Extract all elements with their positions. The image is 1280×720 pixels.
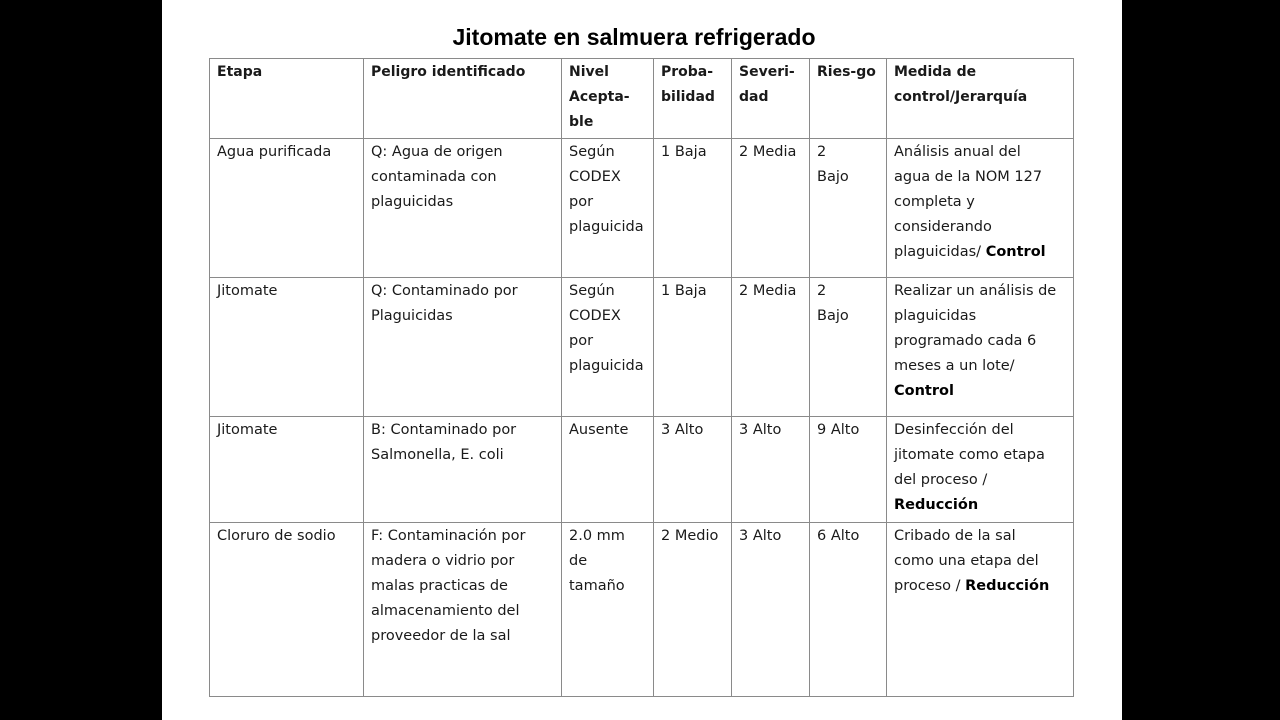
cell-peligro: Q: Agua de origen contaminada con plaguicidas [364,139,562,278]
slide [162,0,1122,720]
header-probabilidad: Proba- bilidad [654,59,732,139]
slide-title: Jitomate en salmuera refrigerado [452,24,816,50]
table-row [210,417,1074,523]
cell-probabilidad: 2 Medio [654,523,732,697]
cell-etapa: Cloruro de sodio [210,523,364,697]
cell-nivel: Ausente [562,417,654,523]
cell-peligro: Q: Contaminado por Plaguicidas [364,278,562,417]
cell-peligro: B: Contaminado por Salmonella, E. coli [364,417,562,523]
jerarquia-label: Control [985,244,1046,260]
cell-probabilidad: 1 Baja [654,278,732,417]
cell-nivel: Según CODEX por plaguicida [562,139,654,278]
header-etapa: Etapa [210,59,364,139]
jerarquia-label: Reducción [965,578,1050,594]
cell-medida: Realizar un análisis de plaguicidas programado cada 6 meses a un lote/ Control [887,278,1074,417]
table-row [210,278,1074,417]
cell-peligro: F: Contaminación por madera o vidrio por malas practicas de almacenamiento del proveedor de la sal [364,523,562,697]
cell-medida: Cribado de la sal como una etapa del proceso / Reducción [887,523,1074,697]
header-riesgo: Ries-go [810,59,887,139]
cell-riesgo: 2 Bajo [810,278,887,417]
cell-riesgo: 6 Alto [810,523,887,697]
jerarquia-label: Control [894,383,954,399]
hazard-analysis-table [209,58,1074,697]
cell-nivel: 2.0 mm de tamaño [562,523,654,697]
cell-severidad: 2 Media [732,278,810,417]
cell-probabilidad: 3 Alto [654,417,732,523]
cell-etapa: Agua purificada [210,139,364,278]
header-peligro: Peligro identificado [364,59,562,139]
header-medida-control: Medida de control/Jerarquía [887,59,1074,139]
cell-medida: Desinfección del jitomate como etapa del proceso / Reducción [887,417,1074,523]
cell-etapa: Jitomate [210,417,364,523]
jerarquia-label: Reducción [894,497,979,513]
header-nivel-aceptable: Nivel Acepta- ble [562,59,654,139]
cell-riesgo: 9 Alto [810,417,887,523]
cell-nivel: Según CODEX por plaguicida [562,278,654,417]
header-severidad: Severi- dad [732,59,810,139]
table-row [210,523,1074,697]
cell-probabilidad: 1 Baja [654,139,732,278]
table-header-row [210,59,1074,139]
cell-severidad: 2 Media [732,139,810,278]
cell-severidad: 3 Alto [732,417,810,523]
cell-medida: Análisis anual del agua de la NOM 127 completa y considerando plaguicidas/ Control [887,139,1074,278]
cell-severidad: 3 Alto [732,523,810,697]
cell-riesgo: 2 Bajo [810,139,887,278]
cell-etapa: Jitomate [210,278,364,417]
table-row [210,139,1074,278]
